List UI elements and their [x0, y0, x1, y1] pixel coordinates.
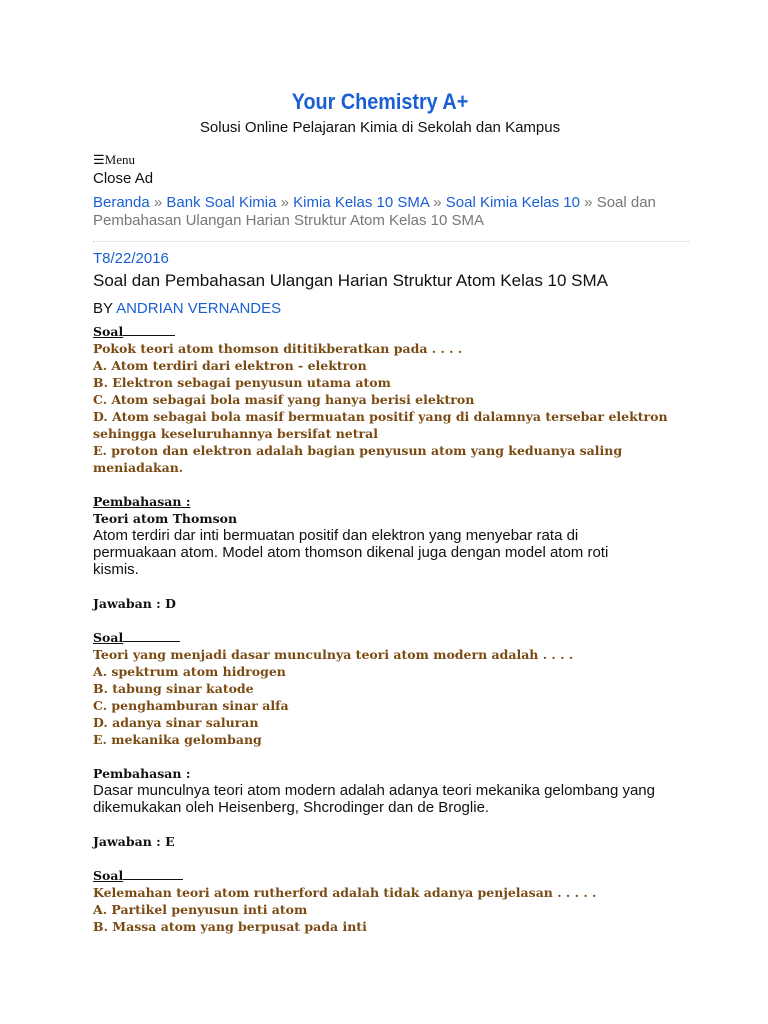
breadcrumb-separator: »: [149, 194, 167, 211]
explanation-heading: Teori atom Thomson: [93, 511, 238, 526]
option-a: A. spektrum atom hidrogen: [93, 664, 286, 679]
option-b: B. Elektron sebagai penyusun utama atom: [93, 375, 391, 390]
question-text: Pokok teori atom thomson dititikberatkan pada . . . .: [93, 341, 463, 356]
question-label: Soal: [93, 629, 693, 646]
post-date[interactable]: T8/22/2016: [93, 250, 169, 267]
explanation-line: permuakaan atom. Model atom thomson dikenal juga dengan model atom roti: [93, 544, 609, 561]
option-b: B. tabung sinar katode: [93, 681, 254, 696]
breadcrumb-bank-soal[interactable]: Bank Soal Kimia: [166, 194, 277, 211]
question-label: Soal: [93, 867, 693, 884]
menu-button[interactable]: [93, 152, 693, 168]
site-subtitle: Solusi Online Pelajaran Kimia di Sekolah dan Kampus: [199, 119, 561, 136]
option-d-cont: sehingga keseluruhannya bersifat netral: [93, 426, 378, 441]
option-a: A. Partikel penyusun inti atom: [93, 902, 308, 917]
breadcrumb-home[interactable]: Beranda: [93, 194, 150, 211]
explanation-line: Atom terdiri dar inti bermuatan positif dan elektron yang menyebar rata di: [93, 527, 579, 544]
explanation-line: dikemukakan oleh Heisenberg, Shcrodinger dan de Broglie.: [93, 799, 490, 816]
breadcrumb-separator: »: [276, 194, 294, 211]
close-ad-link[interactable]: Close Ad: [93, 170, 154, 187]
pembahasan-label: Pembahasan :: [93, 494, 191, 509]
breadcrumb-kimia-kelas-10[interactable]: Kimia Kelas 10 SMA: [293, 194, 430, 211]
question-text: Kelemahan teori atom rutherford adalah tidak adanya penjelasan . . . . .: [93, 885, 597, 900]
question-label: Soal: [93, 323, 693, 340]
author-link[interactable]: ANDRIAN VERNANDES: [116, 300, 282, 317]
explanation-line: Dasar munculnya teori atom modern adalah adanya teori mekanika gelombang yang: [93, 782, 655, 799]
breadcrumb-current: Soal dan Pembahasan Ulangan Harian Struktur Atom Kelas 10 SMA: [93, 194, 656, 229]
pembahasan-label: Pembahasan :: [93, 766, 191, 781]
byline-prefix: BY: [93, 300, 117, 317]
explanation-line: kismis.: [93, 561, 139, 578]
divider: [93, 241, 689, 242]
breadcrumb-soal-kimia-kelas-10[interactable]: Soal Kimia Kelas 10: [445, 194, 580, 211]
menu-label: Menu: [104, 152, 135, 167]
answer: Jawaban : D: [93, 596, 176, 611]
option-d: D. adanya sinar saluran: [93, 715, 259, 730]
page: [93, 0, 693, 935]
option-a: A. Atom terdiri dari elektron - elektron: [93, 358, 367, 373]
menu-icon: ☰: [93, 152, 105, 167]
option-d: D. Atom sebagai bola masif bermuatan positif yang di dalamnya tersebar elektron: [93, 409, 668, 424]
option-c: C. Atom sebagai bola masif yang hanya berisi elektron: [93, 392, 475, 407]
site-title[interactable]: Your Chemistry A+: [291, 89, 469, 114]
post-content: [93, 323, 693, 935]
option-b: B. Massa atom yang berpusat pada inti: [93, 919, 367, 934]
byline: [93, 300, 693, 317]
breadcrumb-separator: »: [429, 194, 446, 211]
breadcrumb-separator: »: [580, 194, 597, 211]
option-c: C. penghamburan sinar alfa: [93, 698, 289, 713]
answer: Jawaban : E: [93, 834, 175, 849]
post-title: Soal dan Pembahasan Ulangan Harian Struktur Atom Kelas 10 SMA: [93, 271, 609, 290]
option-e-cont: meniadakan.: [93, 460, 184, 475]
question-text: Teori yang menjadi dasar munculnya teori atom modern adalah . . . .: [93, 647, 574, 662]
option-e: E. mekanika gelombang: [93, 732, 262, 747]
breadcrumb: [93, 194, 693, 230]
option-e: E. proton dan elektron adalah bagian penyusun atom yang keduanya saling: [93, 443, 623, 458]
